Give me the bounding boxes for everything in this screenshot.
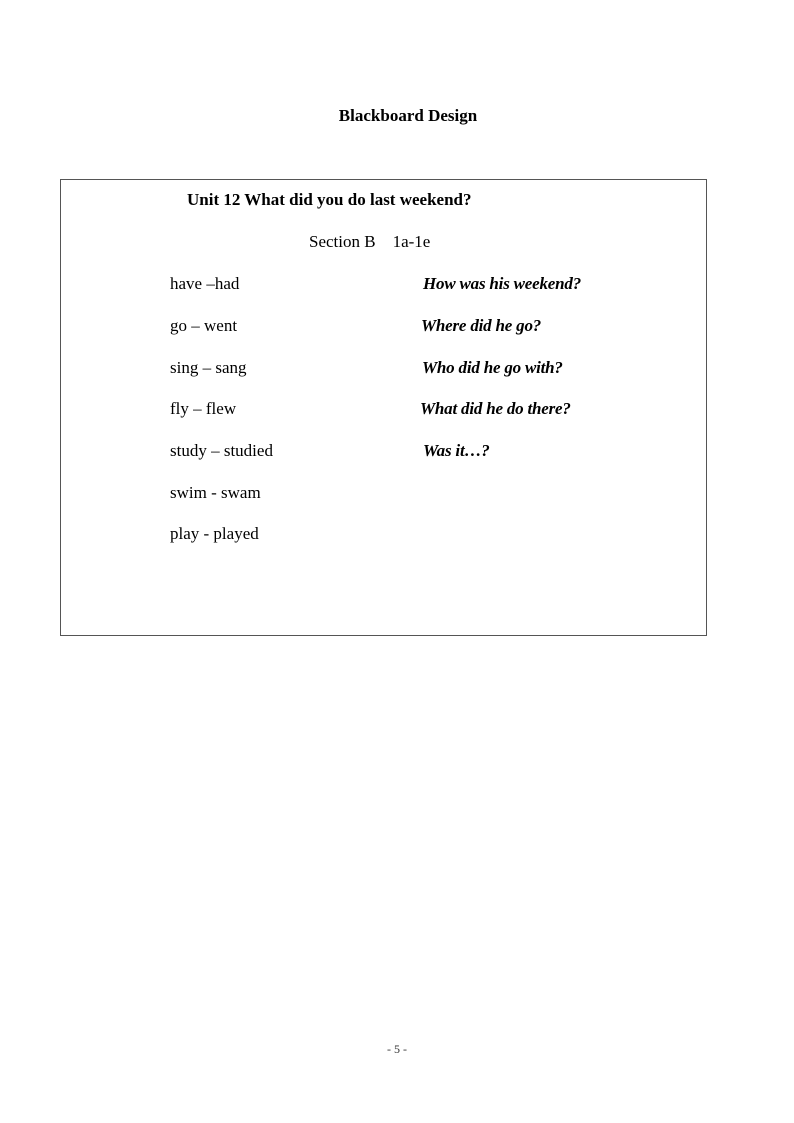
page-heading: Blackboard Design xyxy=(338,106,478,125)
verb-pair-swim: swim - swam xyxy=(170,483,261,502)
verb-pair-play: play - played xyxy=(170,524,259,543)
section-title: Section B 1a-1e xyxy=(309,232,431,251)
question-was-it: Was it…? xyxy=(423,441,490,460)
question-where-did-he-go: Where did he go? xyxy=(421,316,542,335)
verb-pair-go: go – went xyxy=(170,316,238,335)
question-who-did-he-go-with: Who did he go with? xyxy=(422,358,563,377)
question-how-was-weekend: How was his weekend? xyxy=(423,274,581,293)
unit-title: Unit 12 What did you do last weekend? xyxy=(187,190,472,209)
verb-pair-study: study – studied xyxy=(170,441,273,460)
page-number: - 5 - xyxy=(387,1042,407,1056)
verb-pair-sing: sing – sang xyxy=(170,358,247,377)
blackboard-box xyxy=(60,179,707,636)
verb-pair-have: have –had xyxy=(170,274,240,293)
verb-pair-fly: fly – flew xyxy=(170,399,237,418)
question-what-did-he-do-there: What did he do there? xyxy=(420,399,571,418)
